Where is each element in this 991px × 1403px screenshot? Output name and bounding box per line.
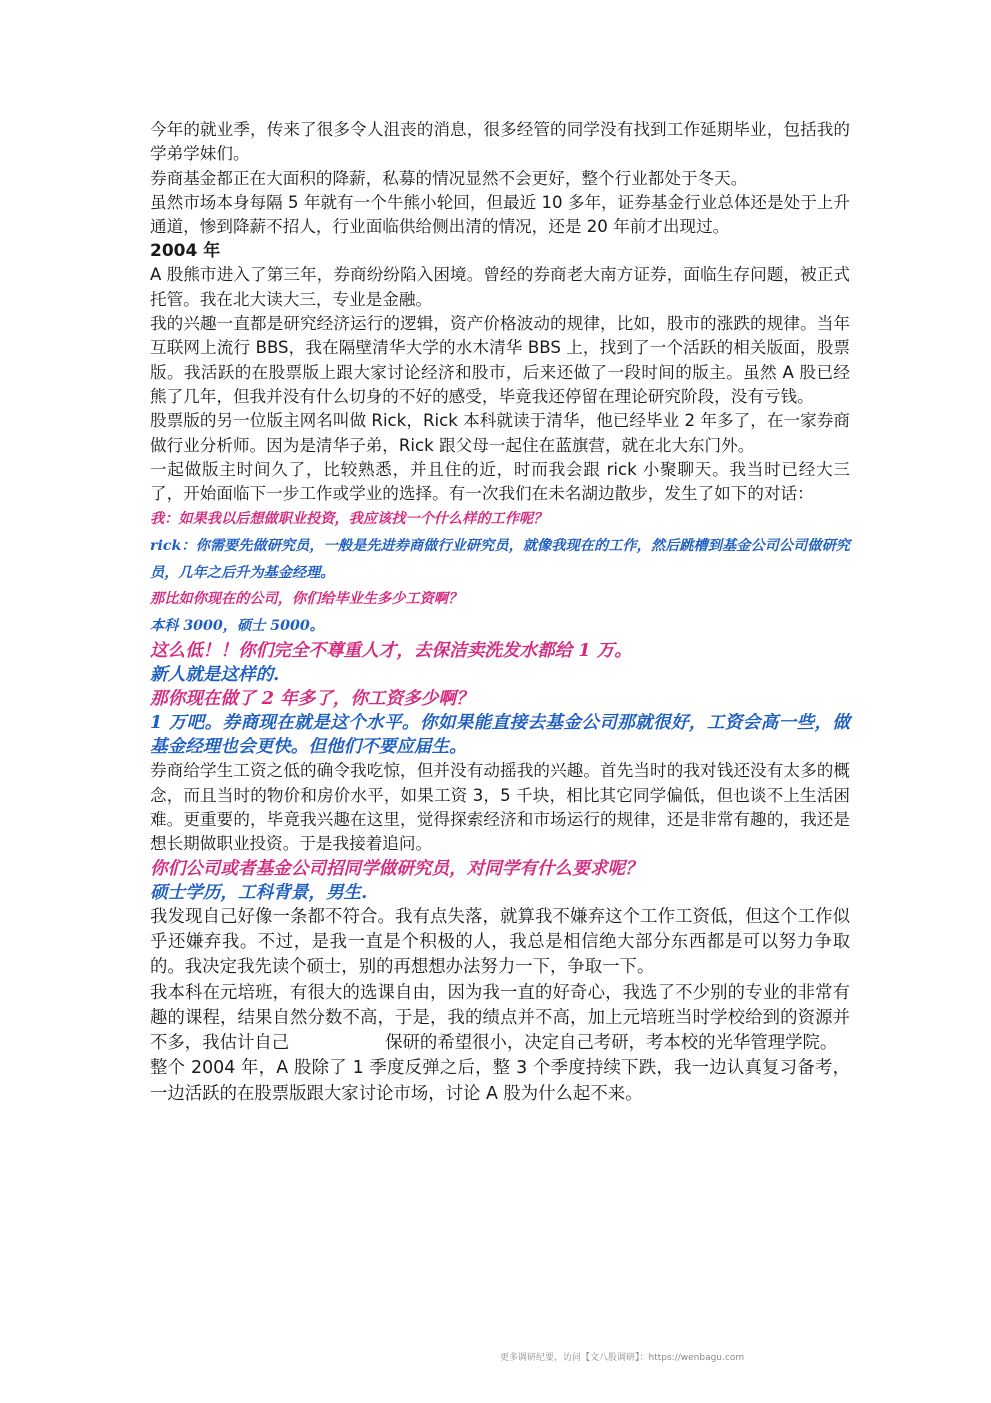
paragraph-bear-market: A 股熊市进入了第三年，券商纷纷陷入困境。曾经的券商老大南方证券，面临生存问题，被正式托管。我在北大读大三，专业是金融。 bbox=[150, 265, 850, 309]
paragraph-industry-winter: 券商基金都正在大面积的降薪，私募的情况显然不会更好，整个行业都处于冬天。 bbox=[150, 168, 748, 188]
paragraph-disappointed: 我发现自己好像一条都不符合。我有点失落，就算我不嫌弃这个工作工资低，但这个工作似乎还嫌弃我。不过，是我一直是个积极的人，我总是相信绝大部分东西都是可以努力争取的。我决定我先读个硕士，别的再想想办法努力一下，争取一下。 bbox=[150, 906, 850, 978]
dialogue-me-question-salary: 那比如你现在的公司，你们给毕业生多少工资啊？ bbox=[150, 591, 463, 608]
paragraph-intro: 今年的就业季，传来了很多令人沮丧的消息，很多经管的同学没有找到工作延期毕业，包括我的学弟学妹们。 bbox=[150, 120, 850, 164]
paragraph-interest: 我的兴趣一直都是研究经济运行的逻辑，资产价格波动的规律，比如，股市的涨跌的规律。当年互联网上流行 BBS，我在隔壁清华大学的水木清华 BBS 上，找到了一个活跃的相关版面，股票版。我活跃的在股票版上跟大家讨论经济和股市，后来还做了一段时间的版主。虽然 A 股已经熊了几年，但我并没有什么切身的不好的感受，毕竟我还停留在理论研究阶段，没有亏钱。 bbox=[150, 314, 850, 406]
dialogue-rick-answer-salary: 本科 3000，硕士 5000。 bbox=[150, 617, 324, 634]
dialogue-rick-answer-job: rick：你需要先做研究员，一般是先进券商做行业研究员，就像我现在的工作，然后跳槽到基金公司公司做研究员，几年之后升为基金经理。 bbox=[150, 538, 850, 581]
footer-note: 更多调研纪要，访问【文八股调研】：https://wenbagu.com bbox=[500, 1353, 745, 1363]
dialogue-me-requirements: 你们公司或者基金公司招同学做研究员，对同学有什么要求呢？ bbox=[150, 857, 643, 879]
dialogue-rick-requirements: 硕士学历，工科背景，男生. bbox=[150, 881, 368, 903]
paragraph-market-cycle: 虽然市场本身每隔 5 年就有一个牛熊小轮回，但最近 10 多年，证券基金行业总体还是处于上升通道，惨到降薪不招人，行业面临供给侧出清的情况，还是 20 年前才出现过。 bbox=[150, 192, 850, 237]
paragraph-rick-intro: 股票版的另一位版主网名叫做 Rick，Rick 本科就读于清华，他已经毕业 2 年多了，在一家券商做行业分析师。因为是清华子弟，Rick 跟父母一起住在蓝旗营，就在北大东门外。 bbox=[150, 411, 850, 455]
paragraph-2004-review: 整个 2004 年，A 股除了 1 季度反弹之后，整 3 个季度持续下跌，我一边认真复习备考，一边活跃的在股票版跟大家讨论市场，讨论 A 股为什么起不来。 bbox=[150, 1058, 850, 1104]
dialogue-me-question-job: 我：如果我以后想做职业投资，我应该找一个什么样的工作呢？ bbox=[150, 511, 548, 528]
dialogue-me-too-low: 这么低！！你们完全不尊重人才，去保洁卖洗发水都给 1 万。 bbox=[150, 640, 632, 662]
paragraph-conversation-setup: 一起做版主时间久了，比较熟悉，并且住的近，时而我会跟 rick 小聚聊天。我当时已经大三了，开始面临下一步工作或学业的选择。有一次我们在未名湖边散步，发生了如下的对话： bbox=[150, 459, 850, 504]
paragraph-surprise: 券商给学生工资之低的确令我吃惊，但并没有动摇我的兴趣。首先当时的我对钱还没有太多的概念，而且当时的物价和房价水平，如果工资 3，5 千块，相比其它同学偏低，但也谈不上生活困难。更重要的，毕竟我兴趣在这里，觉得探索经济和市场运行的规律，还是非常有趣的，我还是想长期做职业投资。于是我接着追问。 bbox=[150, 761, 850, 854]
article-body bbox=[150, 118, 850, 1107]
paragraph-yuanpei bbox=[150, 981, 850, 1057]
dialogue-rick-newcomer: 新人就是这样的. bbox=[150, 664, 280, 686]
dialogue-rick-ten-thousand: 1 万吧。券商现在就是这个水平。你如果能直接去基金公司那就很好，工资会高一些，做基金经理也会更快。但他们不要应届生。 bbox=[150, 712, 850, 758]
dialogue-me-your-salary: 那你现在做了 2 年多了，你工资多少啊？ bbox=[150, 688, 474, 710]
paragraph-yuanpei-part1: 我本科在元培班，有很大的选课自由，因为我一直的好奇心，我选了不少别的专业的非常有趣的课程，结果自然分数不高，于是，我的绩点并不高，加上元培班当时学校给到的资源并不多，我估计自己 bbox=[150, 982, 850, 1054]
section-heading-2004: 2004 年 bbox=[150, 241, 221, 262]
paragraph-yuanpei-part2: 保研的希望很小，决定自己考研，考本校的光华管理学院。 bbox=[385, 1033, 838, 1054]
